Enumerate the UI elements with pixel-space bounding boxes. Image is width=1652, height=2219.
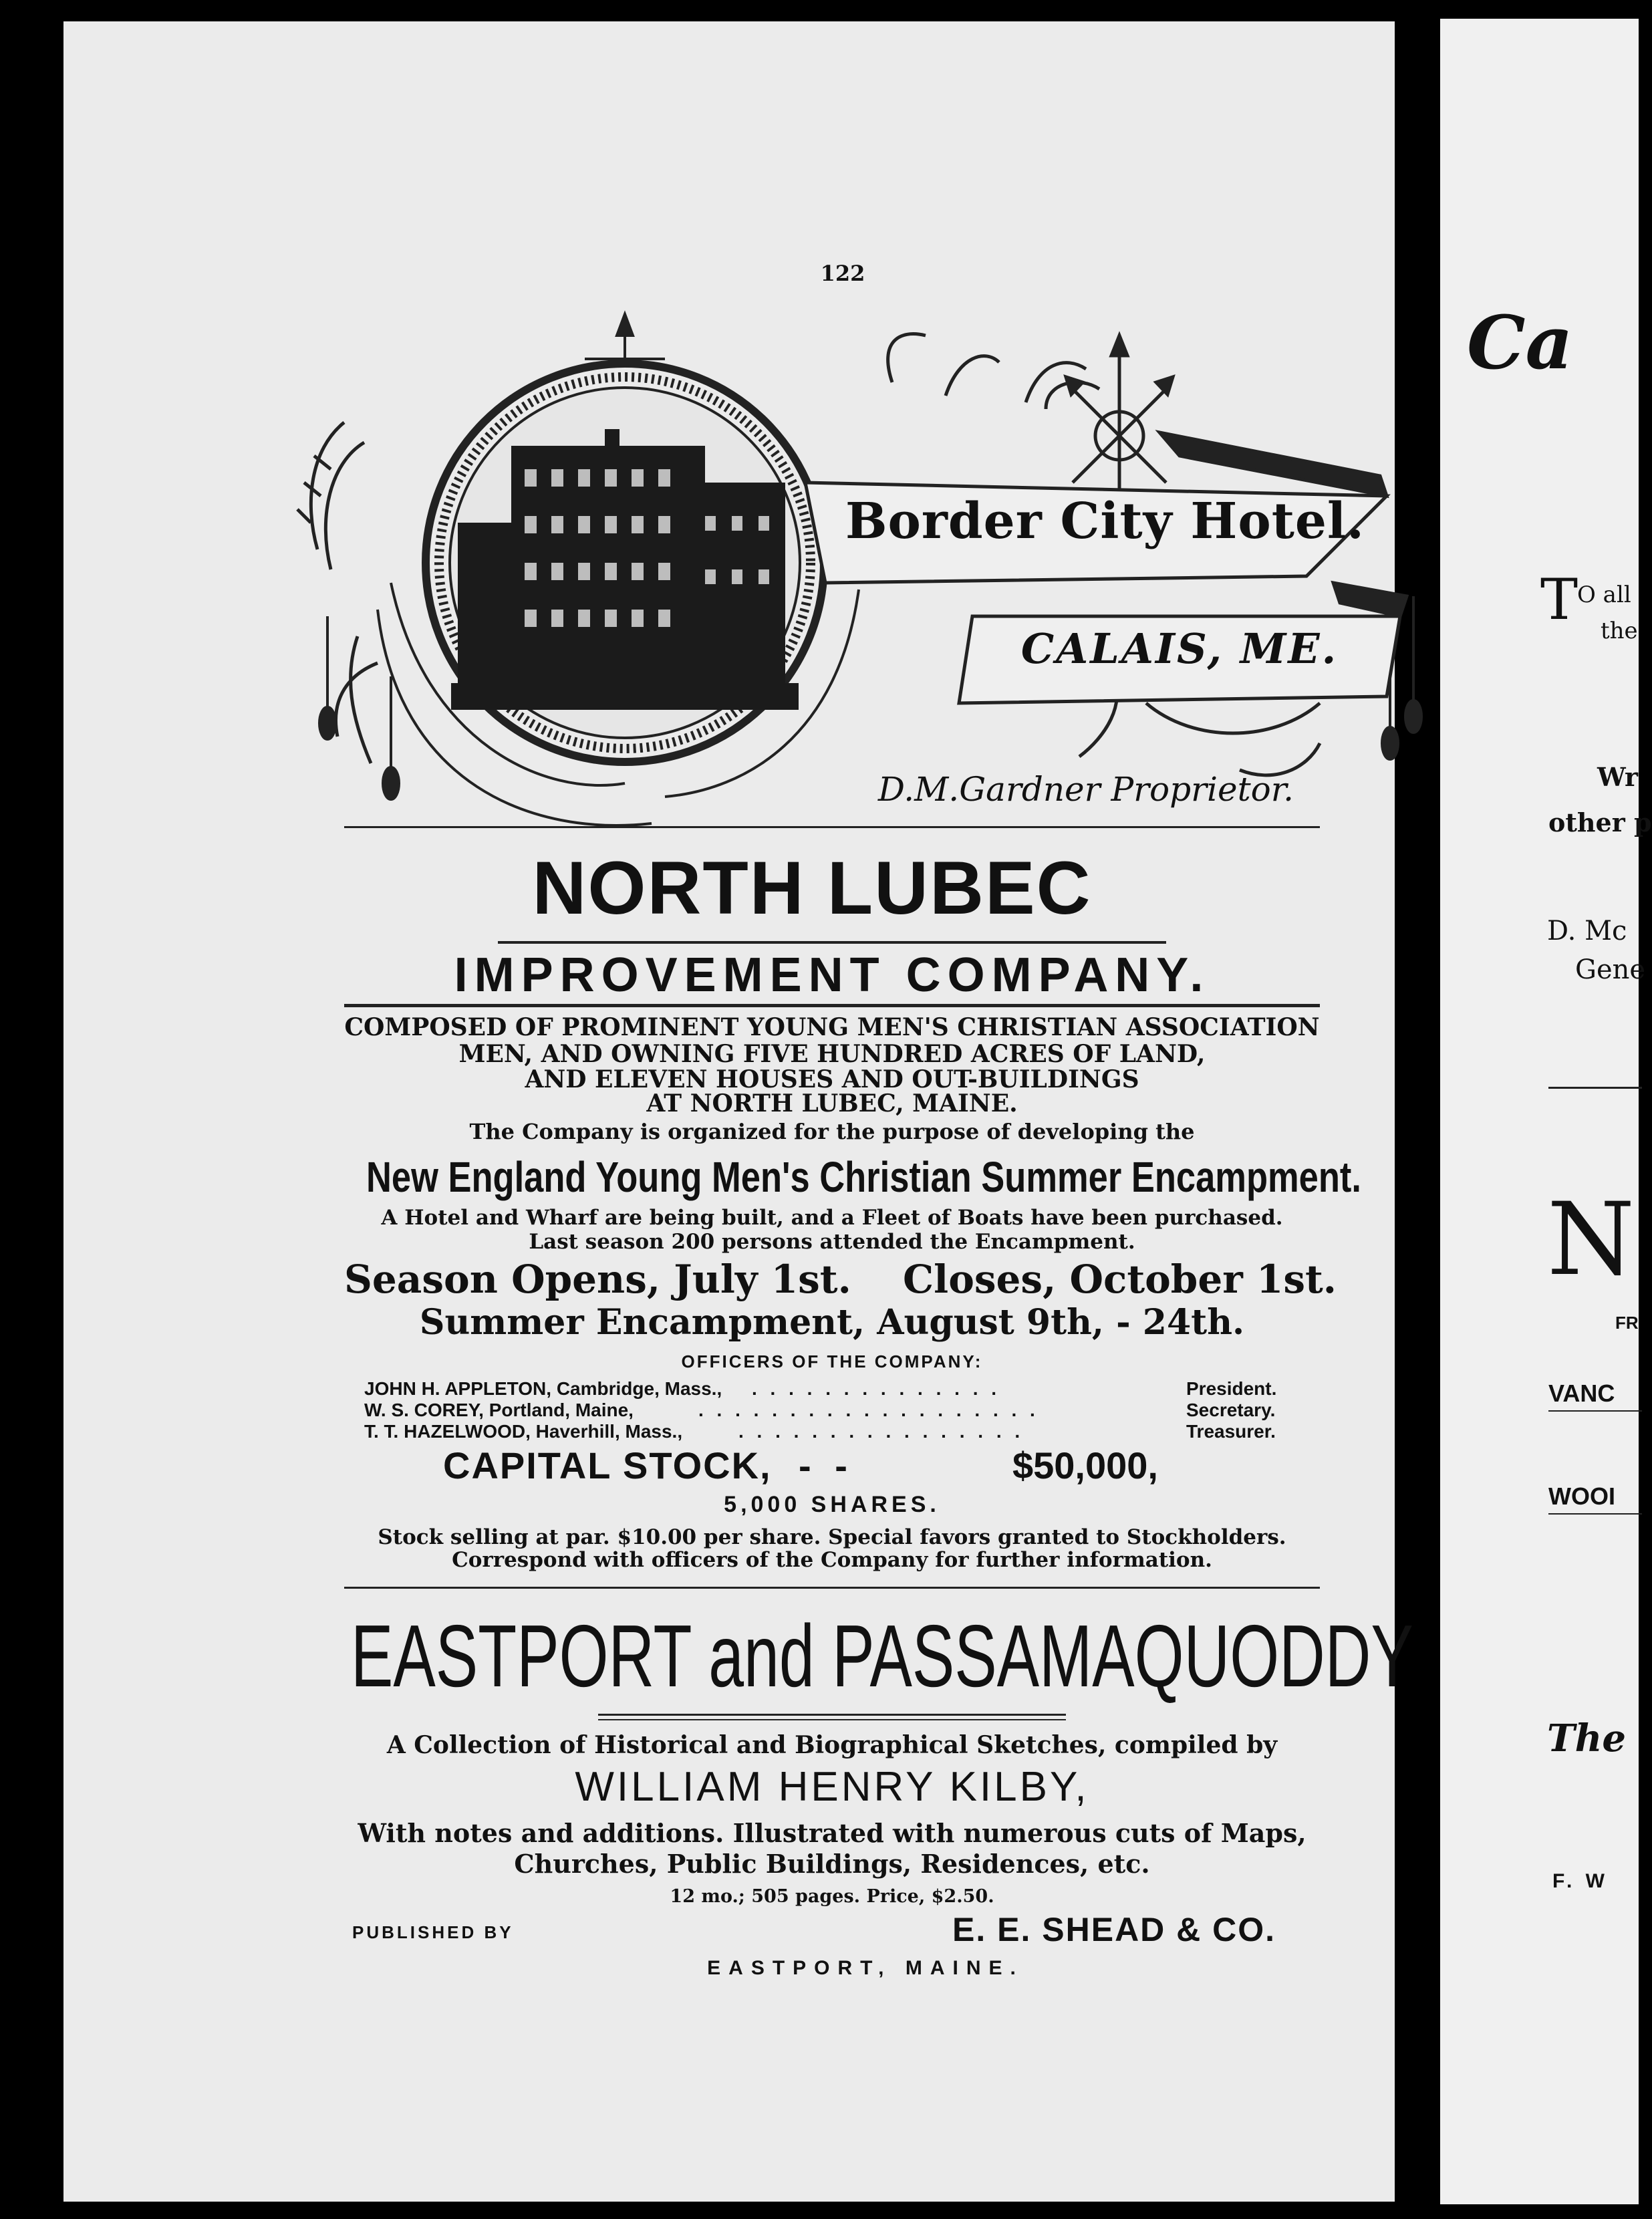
lubec-season-closes: Closes, October 1st. bbox=[903, 1257, 1337, 1302]
lubec-title: NORTH LUBEC bbox=[532, 846, 1092, 930]
right-other-p-fragment: other p bbox=[1548, 807, 1652, 837]
capital-stock-label: CAPITAL STOCK, bbox=[443, 1444, 772, 1486]
right-the-script-fragment: The bbox=[1547, 1716, 1627, 1760]
capital-stock-dashes: - - bbox=[799, 1444, 847, 1486]
capital-stock-amount: $50,000, bbox=[1012, 1444, 1158, 1486]
lubec-composed-line-3: AND ELEVEN HOUSES AND OUT-BUILDINGS bbox=[525, 1065, 1139, 1093]
officer-title: President. bbox=[1186, 1378, 1277, 1399]
lubec-composed-line-4: AT NORTH LUBEC, MAINE. bbox=[646, 1089, 1018, 1118]
right-gene-fragment: Gene bbox=[1575, 954, 1646, 985]
hotel-location: CALAIS, ME. bbox=[1020, 624, 1339, 673]
right-wool-fragment: WOOI bbox=[1548, 1482, 1615, 1510]
book-title-underline bbox=[598, 1714, 1066, 1716]
lubec-composed-line-2: MEN, AND OWNING FIVE HUNDRED ACRES OF LAND, bbox=[458, 1040, 1206, 1068]
right-to-small-fragment: O all bbox=[1577, 581, 1631, 608]
book-publisher: E. E. SHEAD & CO. bbox=[952, 1911, 1276, 1948]
right-page-partial bbox=[1440, 19, 1652, 2204]
left-page bbox=[63, 21, 1413, 2202]
right-divider-rule bbox=[1548, 1087, 1642, 1089]
officer-name: T. T. HAZELWOOD, Haverhill, Mass., bbox=[364, 1421, 683, 1442]
lubec-season-opens: Season Opens, July 1st. bbox=[344, 1257, 851, 1302]
officer-title: Treasurer. bbox=[1186, 1421, 1276, 1442]
right-n-big-fragment: N bbox=[1547, 1182, 1635, 1298]
lubec-hotel-line: A Hotel and Wharf are being built, and a Fleet of Boats have been purchased. bbox=[381, 1206, 1283, 1230]
page-number: 122 bbox=[820, 261, 865, 286]
hotel-name: Border City Hotel. bbox=[845, 493, 1365, 550]
right-d-mc-fragment: D. Mc bbox=[1547, 916, 1627, 946]
book-title: EASTPORT and PASSAMAQUODDY bbox=[351, 1607, 1413, 1705]
right-vanc-underline bbox=[1548, 1410, 1642, 1412]
right-fr-fragment: FR bbox=[1615, 1313, 1639, 1333]
right-vanc-fragment: VANC bbox=[1548, 1380, 1615, 1407]
book-advertisement bbox=[63, 21, 1413, 2202]
book-price-line: 12 mo.; 505 pages. Price, $2.50. bbox=[670, 1886, 994, 1907]
right-to-big-fragment: T bbox=[1540, 567, 1578, 632]
lubec-summer-encampment: Summer Encampment, August 9th, - 24th. bbox=[419, 1302, 1245, 1343]
officer-title: Secretary. bbox=[1186, 1400, 1276, 1420]
officer-leader-dots: . . . . . . . . . . . . . . . . bbox=[738, 1421, 1024, 1442]
officer-leader-dots: . . . . . . . . . . . . . . . . . . . bbox=[698, 1400, 1039, 1420]
book-collection-line: A Collection of Historical and Biographical Sketches, compiled by bbox=[386, 1731, 1278, 1759]
book-churches-line: Churches, Public Buildings, Residences, etc. bbox=[514, 1849, 1150, 1879]
lubec-purpose: The Company is organized for the purpose of developing the bbox=[469, 1119, 1195, 1144]
book-title-underline-2 bbox=[598, 1719, 1066, 1720]
lubec-composed-line-1: COMPOSED OF PROMINENT YOUNG MEN'S CHRISTIAN ASSOCIATION bbox=[344, 1013, 1320, 1041]
right-wool-underline bbox=[1548, 1513, 1642, 1515]
right-the-fragment: the bbox=[1601, 618, 1638, 644]
book-published-by: PUBLISHED BY bbox=[352, 1922, 514, 1942]
lubec-subtitle: IMPROVEMENT COMPANY. bbox=[454, 948, 1210, 1002]
book-author: WILLIAM HENRY KILBY, bbox=[575, 1764, 1089, 1810]
lubec-correspond-line: Correspond with officers of the Company for further information. bbox=[452, 1548, 1212, 1572]
hotel-proprietor: D.M.Gardner Proprietor. bbox=[877, 770, 1294, 809]
lubec-attendance-line: Last season 200 persons attended the Encampment. bbox=[529, 1230, 1135, 1254]
lubec-officers-heading: OFFICERS OF THE COMPANY: bbox=[681, 1351, 983, 1372]
right-f-w-fragment: F. W bbox=[1552, 1870, 1609, 1892]
officer-name: JOHN H. APPLETON, Cambridge, Mass., bbox=[364, 1378, 722, 1399]
right-heading-fragment: Ca bbox=[1467, 299, 1573, 386]
right-wr-fragment: Wr bbox=[1597, 762, 1638, 792]
book-notes-line: With notes and additions. Illustrated with numerous cuts of Maps, bbox=[358, 1818, 1306, 1848]
lubec-stock-line: Stock selling at par. $10.00 per share. Special favors granted to Stockholders. bbox=[378, 1525, 1286, 1549]
lubec-encampment: New England Young Men's Christian Summer Encampment. bbox=[366, 1153, 1361, 1201]
officer-leader-dots: . . . . . . . . . . . . . . bbox=[752, 1378, 1001, 1399]
officer-name: W. S. COREY, Portland, Maine, bbox=[364, 1400, 634, 1420]
book-publisher-city: EASTPORT, MAINE. bbox=[707, 1957, 1024, 1979]
lubec-shares: 5,000 SHARES. bbox=[724, 1492, 940, 1517]
